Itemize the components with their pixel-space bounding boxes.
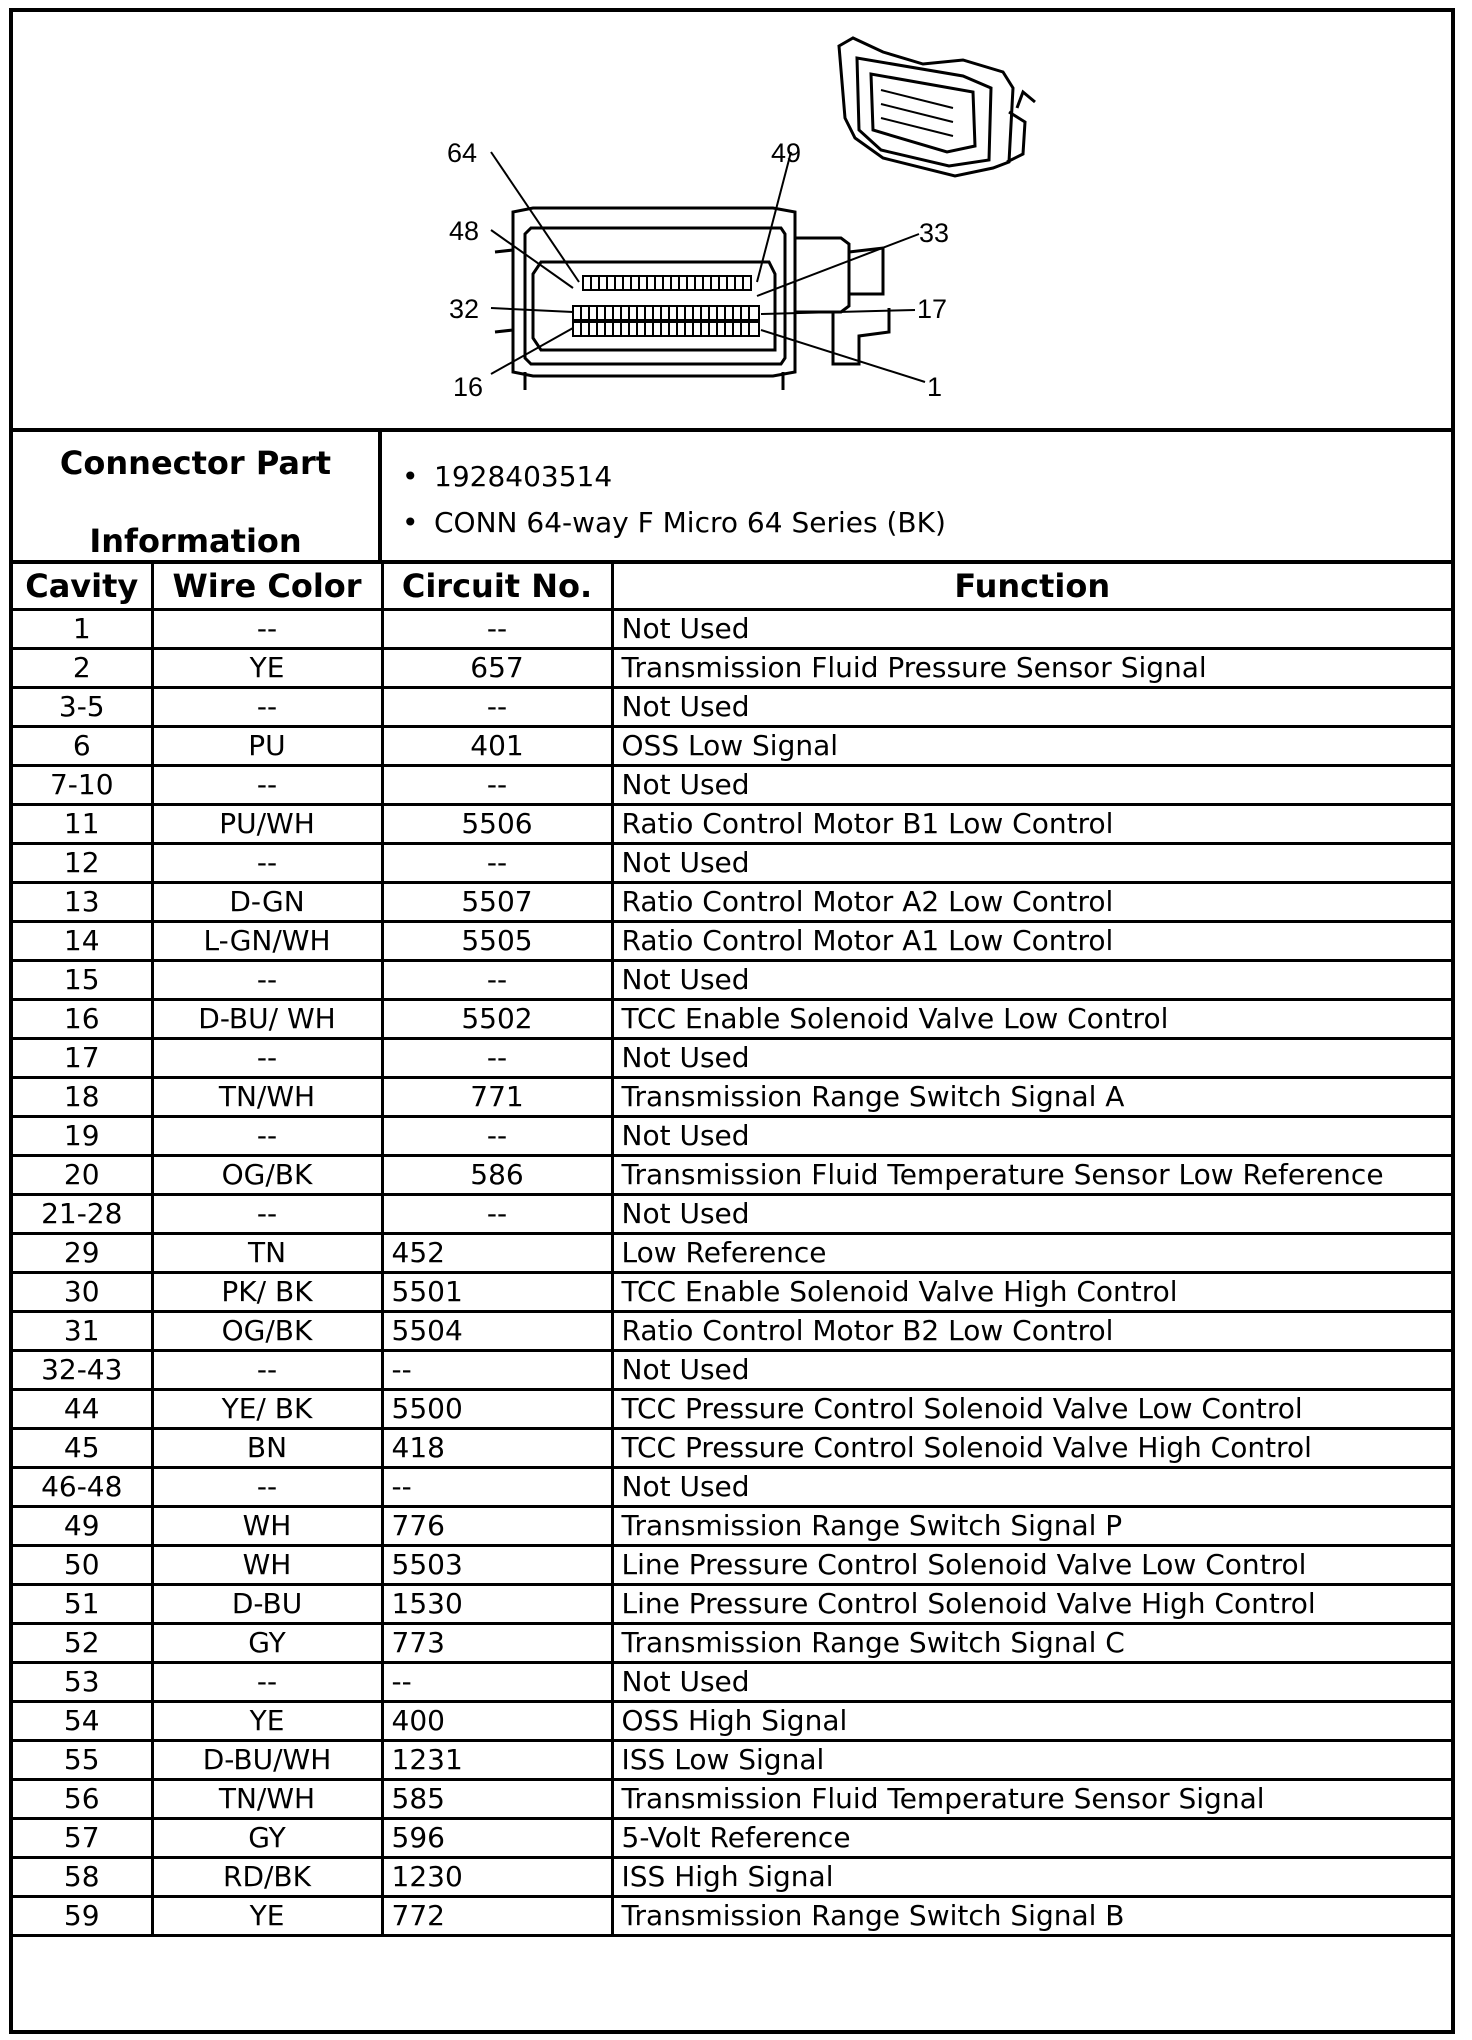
table-row <box>13 1117 1451 1156</box>
table-header-row <box>13 564 1451 610</box>
table-row <box>13 1702 1451 1741</box>
cavity-cell: 11 <box>13 805 152 844</box>
wire-color-cell: BN <box>152 1429 382 1468</box>
cavity-cell: 14 <box>13 922 152 961</box>
circuit-cell: 1230 <box>382 1858 612 1897</box>
circuit-cell: 586 <box>382 1156 612 1195</box>
function-cell: Ratio Control Motor A2 Low Control <box>612 883 1451 922</box>
pin-callout-49: 49 <box>771 138 802 168</box>
connector-sheet <box>9 8 1455 2034</box>
wire-color-cell: YE/ BK <box>152 1390 382 1429</box>
wire-color-cell: D-BU/ WH <box>152 1000 382 1039</box>
table-row <box>13 727 1451 766</box>
wire-color-cell: PK/ BK <box>152 1273 382 1312</box>
function-cell: Ratio Control Motor B2 Low Control <box>612 1312 1451 1351</box>
function-cell: Not Used <box>612 610 1451 649</box>
circuit-cell: 772 <box>382 1897 612 1936</box>
table-row <box>13 1624 1451 1663</box>
cavity-cell: 54 <box>13 1702 152 1741</box>
cavity-cell: 50 <box>13 1546 152 1585</box>
pin-callout-16: 16 <box>453 372 484 402</box>
function-cell: Line Pressure Control Solenoid Valve High Control <box>612 1585 1451 1624</box>
wire-color-cell: GY <box>152 1819 382 1858</box>
cavity-cell: 52 <box>13 1624 152 1663</box>
circuit-cell: -- <box>382 1663 612 1702</box>
circuit-cell: 5501 <box>382 1273 612 1312</box>
function-cell: Ratio Control Motor A1 Low Control <box>612 922 1451 961</box>
cavity-cell: 49 <box>13 1507 152 1546</box>
wire-color-cell: OG/BK <box>152 1312 382 1351</box>
cavity-cell: 3-5 <box>13 688 152 727</box>
cavity-cell: 53 <box>13 1663 152 1702</box>
pin-callout-33: 33 <box>919 218 950 248</box>
cavity-cell: 2 <box>13 649 152 688</box>
wire-color-cell: -- <box>152 1195 382 1234</box>
circuit-cell: 657 <box>382 649 612 688</box>
function-cell: Low Reference <box>612 1234 1451 1273</box>
table-row <box>13 1468 1451 1507</box>
header-circuit-no: Circuit No. <box>382 564 612 610</box>
cavity-cell: 6 <box>13 727 152 766</box>
circuit-cell: 585 <box>382 1780 612 1819</box>
function-cell: Not Used <box>612 844 1451 883</box>
table-row <box>13 883 1451 922</box>
cavity-cell: 19 <box>13 1117 152 1156</box>
info-label-line-1: Connector Part <box>59 444 332 482</box>
wire-color-cell: -- <box>152 766 382 805</box>
circuit-cell: 5502 <box>382 1000 612 1039</box>
table-row <box>13 1780 1451 1819</box>
circuit-cell: -- <box>382 1468 612 1507</box>
table-row <box>13 961 1451 1000</box>
circuit-cell: -- <box>382 766 612 805</box>
function-cell: Line Pressure Control Solenoid Valve Low Control <box>612 1546 1451 1585</box>
function-cell: Not Used <box>612 961 1451 1000</box>
cavity-cell: 45 <box>13 1429 152 1468</box>
table-row <box>13 1273 1451 1312</box>
function-cell: Transmission Range Switch Signal B <box>612 1897 1451 1936</box>
connector-diagram <box>13 12 1451 432</box>
wire-color-cell: OG/BK <box>152 1156 382 1195</box>
part-number: • 1928403514 <box>434 460 612 493</box>
circuit-cell: 773 <box>382 1624 612 1663</box>
cavity-cell: 7-10 <box>13 766 152 805</box>
function-cell: Transmission Range Switch Signal P <box>612 1507 1451 1546</box>
pin-callout-32: 32 <box>449 294 480 324</box>
wire-color-cell: -- <box>152 688 382 727</box>
circuit-cell: 5506 <box>382 805 612 844</box>
wire-color-cell: -- <box>152 961 382 1000</box>
wire-color-cell: -- <box>152 1663 382 1702</box>
function-cell: OSS High Signal <box>612 1702 1451 1741</box>
table-row <box>13 1195 1451 1234</box>
table-row <box>13 649 1451 688</box>
cavity-cell: 59 <box>13 1897 152 1936</box>
cavity-cell: 57 <box>13 1819 152 1858</box>
table-row <box>13 1078 1451 1117</box>
cavity-cell: 29 <box>13 1234 152 1273</box>
connector-body <box>495 208 889 390</box>
circuit-cell: -- <box>382 1195 612 1234</box>
function-cell: Ratio Control Motor B1 Low Control <box>612 805 1451 844</box>
cavity-cell: 13 <box>13 883 152 922</box>
table-row <box>13 1546 1451 1585</box>
circuit-cell: -- <box>382 1351 612 1390</box>
header-wire-color: Wire Color <box>152 564 382 610</box>
wire-color-cell: -- <box>152 1117 382 1156</box>
wire-color-cell: WH <box>152 1546 382 1585</box>
function-cell: ISS High Signal <box>612 1858 1451 1897</box>
table-row <box>13 1429 1451 1468</box>
table-row <box>13 1039 1451 1078</box>
table-row <box>13 1234 1451 1273</box>
connector-isometric-view <box>839 38 1035 176</box>
wire-color-cell: D-GN <box>152 883 382 922</box>
pin-callout-1: 1 <box>927 372 943 402</box>
cavity-rows <box>573 276 759 336</box>
circuit-cell: 452 <box>382 1234 612 1273</box>
function-cell: TCC Pressure Control Solenoid Valve Low Control <box>612 1390 1451 1429</box>
cavity-cell: 31 <box>13 1312 152 1351</box>
wire-color-cell: YE <box>152 1702 382 1741</box>
cavity-cell: 51 <box>13 1585 152 1624</box>
wire-color-cell: PU/WH <box>152 805 382 844</box>
wire-color-cell: GY <box>152 1624 382 1663</box>
table-row <box>13 1000 1451 1039</box>
cavity-cell: 20 <box>13 1156 152 1195</box>
circuit-cell: 5500 <box>382 1390 612 1429</box>
cavity-cell: 55 <box>13 1741 152 1780</box>
function-cell: OSS Low Signal <box>612 727 1451 766</box>
table-row <box>13 1390 1451 1429</box>
pin-callout-48: 48 <box>449 216 480 246</box>
wire-color-cell: -- <box>152 610 382 649</box>
circuit-cell: 401 <box>382 727 612 766</box>
table-row <box>13 1156 1451 1195</box>
function-cell: TCC Enable Solenoid Valve Low Control <box>612 1000 1451 1039</box>
circuit-cell: 596 <box>382 1819 612 1858</box>
table-row <box>13 844 1451 883</box>
wire-color-cell: YE <box>152 1897 382 1936</box>
wire-color-cell: -- <box>152 1039 382 1078</box>
function-cell: ISS Low Signal <box>612 1741 1451 1780</box>
cavity-cell: 17 <box>13 1039 152 1078</box>
cavity-cell: 58 <box>13 1858 152 1897</box>
circuit-cell: 400 <box>382 1702 612 1741</box>
circuit-cell: -- <box>382 610 612 649</box>
function-cell: TCC Pressure Control Solenoid Valve High Control <box>612 1429 1451 1468</box>
table-row <box>13 922 1451 961</box>
function-cell: Not Used <box>612 1468 1451 1507</box>
circuit-cell: 5504 <box>382 1312 612 1351</box>
pinout-rows <box>13 610 1451 1936</box>
function-cell: Not Used <box>612 1117 1451 1156</box>
circuit-cell: -- <box>382 688 612 727</box>
wire-color-cell: -- <box>152 1468 382 1507</box>
pin-callout-17: 17 <box>917 294 948 324</box>
table-row <box>13 1585 1451 1624</box>
wire-color-cell: TN/WH <box>152 1078 382 1117</box>
cavity-cell: 21-28 <box>13 1195 152 1234</box>
connector-face-drawing <box>13 12 1451 428</box>
wire-color-cell: RD/BK <box>152 1858 382 1897</box>
wire-color-cell: TN/WH <box>152 1780 382 1819</box>
circuit-cell: -- <box>382 1117 612 1156</box>
cavity-cell: 32-43 <box>13 1351 152 1390</box>
header-function: Function <box>612 564 1451 610</box>
circuit-cell: 5503 <box>382 1546 612 1585</box>
function-cell: Not Used <box>612 1039 1451 1078</box>
circuit-cell: -- <box>382 961 612 1000</box>
table-row <box>13 1897 1451 1936</box>
function-cell: Transmission Fluid Temperature Sensor Signal <box>612 1780 1451 1819</box>
cavity-cell: 56 <box>13 1780 152 1819</box>
wire-color-cell: D-BU/WH <box>152 1741 382 1780</box>
wire-color-cell: -- <box>152 844 382 883</box>
info-label-line-2: Information <box>89 522 302 560</box>
cavity-cell: 30 <box>13 1273 152 1312</box>
function-cell: Not Used <box>612 688 1451 727</box>
function-cell: Transmission Fluid Temperature Sensor Low Reference <box>612 1156 1451 1195</box>
table-row <box>13 1663 1451 1702</box>
function-cell: Transmission Fluid Pressure Sensor Signal <box>612 649 1451 688</box>
cavity-cell: 44 <box>13 1390 152 1429</box>
table-row <box>13 1741 1451 1780</box>
circuit-cell: 776 <box>382 1507 612 1546</box>
table-row <box>13 805 1451 844</box>
function-cell: Not Used <box>612 1351 1451 1390</box>
pin-callout-64: 64 <box>447 138 478 168</box>
cavity-cell: 1 <box>13 610 152 649</box>
function-cell: Not Used <box>612 1195 1451 1234</box>
circuit-cell: 771 <box>382 1078 612 1117</box>
table-row <box>13 1819 1451 1858</box>
table-row <box>13 1351 1451 1390</box>
table-row <box>13 1858 1451 1897</box>
function-cell: Not Used <box>612 766 1451 805</box>
function-cell: TCC Enable Solenoid Valve High Control <box>612 1273 1451 1312</box>
wire-color-cell: L-GN/WH <box>152 922 382 961</box>
circuit-cell: 5507 <box>382 883 612 922</box>
circuit-cell: 418 <box>382 1429 612 1468</box>
wire-color-cell: YE <box>152 649 382 688</box>
wire-color-cell: WH <box>152 1507 382 1546</box>
function-cell: 5-Volt Reference <box>612 1819 1451 1858</box>
table-row <box>13 1312 1451 1351</box>
circuit-cell: -- <box>382 1039 612 1078</box>
function-cell: Not Used <box>612 1663 1451 1702</box>
circuit-cell: 1231 <box>382 1741 612 1780</box>
circuit-cell: -- <box>382 844 612 883</box>
wire-color-cell: -- <box>152 1351 382 1390</box>
circuit-cell: 1530 <box>382 1585 612 1624</box>
wire-color-cell: TN <box>152 1234 382 1273</box>
cavity-cell: 12 <box>13 844 152 883</box>
table-row <box>13 766 1451 805</box>
connector-part-info-label <box>13 432 382 560</box>
pinout-table <box>13 564 1451 1937</box>
connector-part-information <box>13 432 1451 564</box>
cavity-cell: 18 <box>13 1078 152 1117</box>
connector-description: • CONN 64-way F Micro 64 Series (BK) <box>434 506 946 539</box>
table-row <box>13 610 1451 649</box>
header-cavity: Cavity <box>13 564 152 610</box>
connector-part-list <box>382 432 1451 560</box>
function-cell: Transmission Range Switch Signal C <box>612 1624 1451 1663</box>
table-row <box>13 1507 1451 1546</box>
wire-color-cell: D-BU <box>152 1585 382 1624</box>
cavity-cell: 15 <box>13 961 152 1000</box>
cavity-cell: 16 <box>13 1000 152 1039</box>
cavity-cell: 46-48 <box>13 1468 152 1507</box>
circuit-cell: 5505 <box>382 922 612 961</box>
function-cell: Transmission Range Switch Signal A <box>612 1078 1451 1117</box>
wire-color-cell: PU <box>152 727 382 766</box>
table-row <box>13 688 1451 727</box>
